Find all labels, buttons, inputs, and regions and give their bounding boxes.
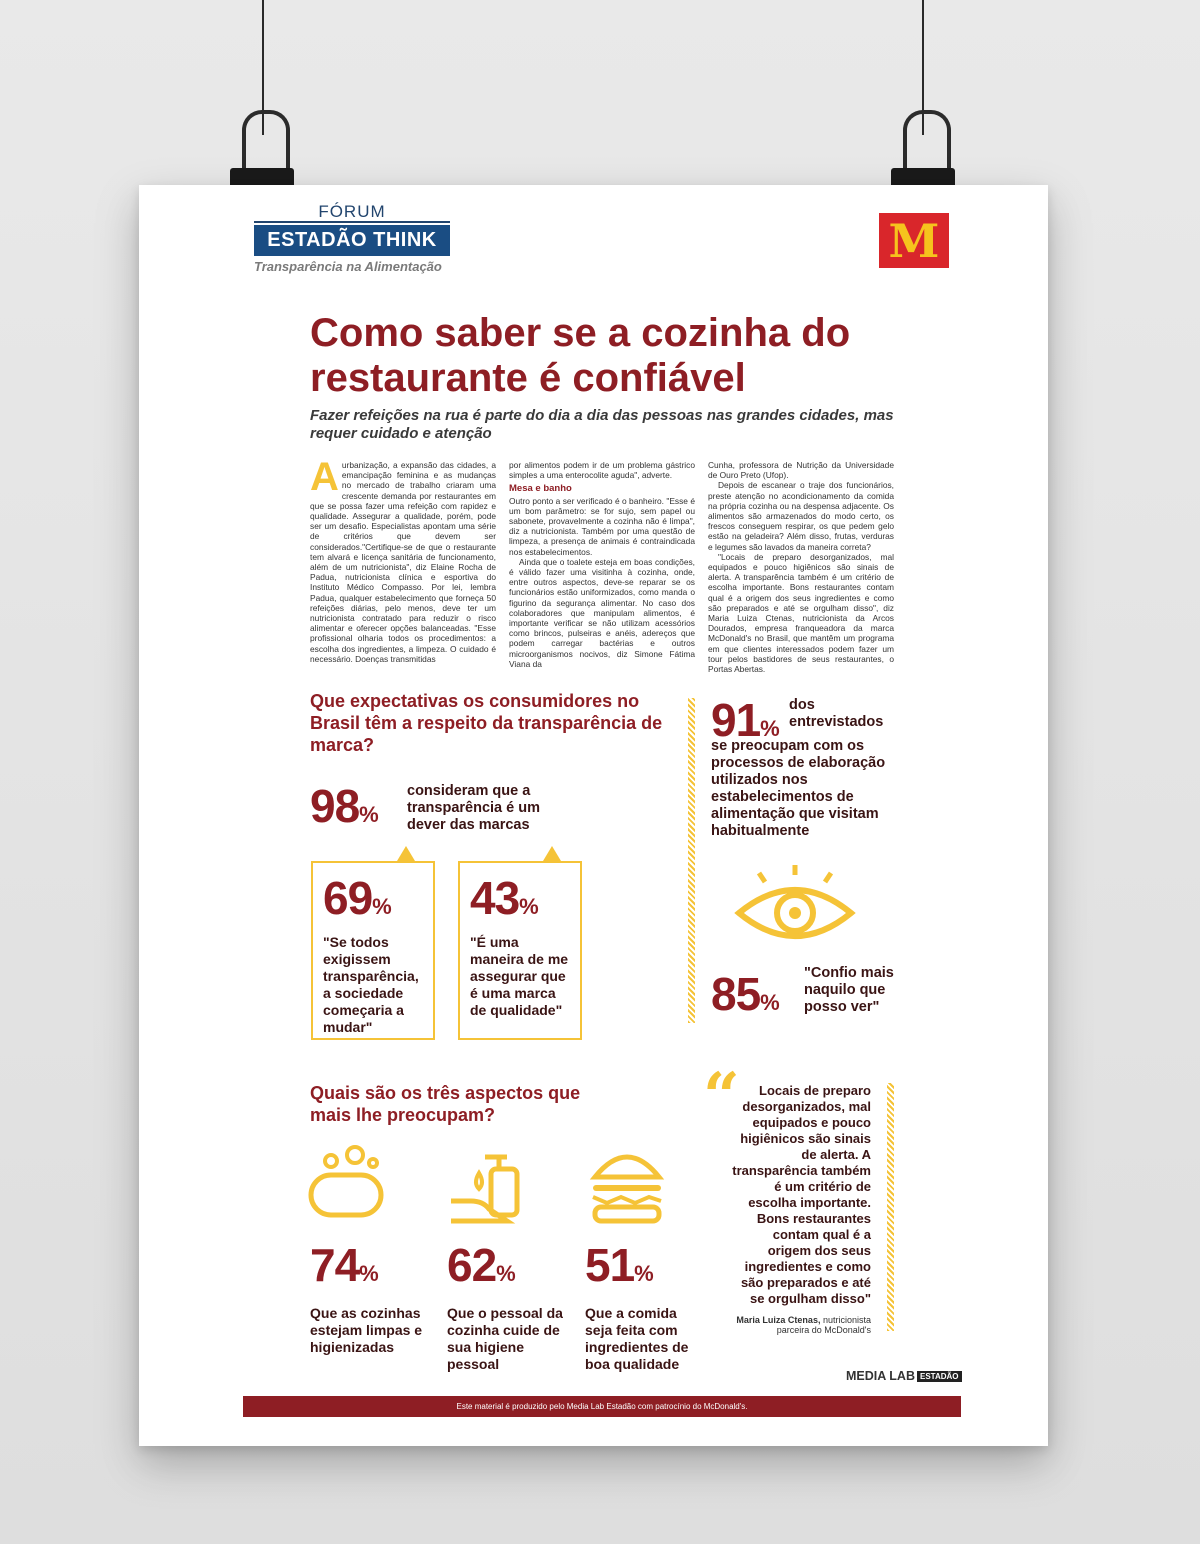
medialab-logo	[846, 1369, 962, 1383]
stat-69-unit: %	[372, 894, 391, 919]
soap-icon	[307, 1145, 387, 1225]
speech-pointer-69	[397, 846, 415, 861]
stat-69-text: "Se todos exigissem transparência, a sociedade começaria a mudar"	[323, 934, 419, 1035]
estadao-badge: ESTADÃO	[917, 1371, 962, 1382]
hand-sanitizer-icon	[449, 1143, 529, 1223]
eye-icon	[735, 873, 855, 943]
quote-author-role: nutricionista parceira do McDonald's	[776, 1315, 871, 1335]
column-2-text-b: Outro ponto a ser verificado é o banheiro. "Esse é um bom parâmetro: se for sujo, sem papel ou sabonete, provavelmente a cozinha não é limpa", diz a nutricionista. Também por uma questão de limpeza, a presença de animais é contraindicada nos estabelecimentos.	[509, 495, 695, 557]
quote-mark-icon: “	[703, 1059, 740, 1134]
quote-author: Maria Luiza Ctenas,	[736, 1315, 821, 1325]
footer-disclaimer: Este material é produzido pelo Media Lab Estadão com patrocínio do McDonald's.	[243, 1396, 961, 1417]
stat-85-unit: %	[760, 990, 779, 1015]
aspect-3	[585, 1239, 705, 1373]
page-subtitle: Fazer refeições na rua é parte do dia a dia das pessoas nas grandes cidades, mas requer cuidado e atenção	[310, 407, 894, 442]
page-title: Como saber se a cozinha do restaurante é confiável	[310, 311, 851, 400]
infographic-2-heading: Quais são os três aspectos que mais lhe preocupam?	[310, 1083, 581, 1125]
estadao-think-logo	[254, 203, 450, 274]
column-1-text: urbanização, a expansão das cidades, a emancipação feminina e as mudanças no mercado de trabalho criaram uma crescente demanda por restaurantes em que se possa fazer uma refeição com rapidez e qualidade. Assegurar a qualidade, porém, pode ser um desafio. Especialistas apontam uma série de critérios que devem ser considerados."Certifique-se de que o restaurante tem alvará e licença sanitária de funcionamento, além de um nutricionista", diz Elaine Rocha de Padua, nutricionista clínica e esportiva do Instituto Médico Compasso. Por lei, lembra Padua, qualquer estabelecimento que forneça 50 refeições diárias, pelo menos, deve ter um nutricionista contratado para reduzir o risco alimentar e oferecer opções balanceadas. "Esse profissional olharia todos os procedimentos: a escolha dos ingredientes, a limpeza. O cuidado é necessário. Doenças transmitidas	[310, 460, 496, 664]
poster	[139, 185, 1048, 1446]
aspect-2-text: Que o pessoal da cozinha cuide de sua higiene pessoal	[447, 1305, 563, 1372]
article-column-2	[509, 460, 695, 669]
stat-85-text: "Confio mais naquilo que posso ver"	[804, 965, 894, 1015]
stat-43-value: 43	[470, 872, 520, 924]
aspect-3-unit: %	[634, 1261, 653, 1286]
stat-91-unit: %	[760, 716, 779, 741]
stat-43-unit: %	[519, 894, 538, 919]
aspect-1-text: Que as cozinhas estejam limpas e higienizadas	[310, 1305, 423, 1355]
aspect-1-unit: %	[359, 1261, 378, 1286]
quote-attribution	[711, 1315, 871, 1335]
quote-text: Locais de preparo desorganizados, mal equipados e pouco higiênicos são sinais de alerta. A transparência também é um critério de escolha importante. Bons restaurantes contam qual é a origem dos seus ingredientes e como são preparados e até se orgulham disso"	[732, 1083, 871, 1306]
column-2-text-c: Ainda que o toalete esteja em boas condições, é válido fazer uma visitinha à cozinha, onde, entre outros aspectos, deve-se reparar se os funcionários estão uniformizados, como manda o figurino da segurança alimentar. No caso dos colaboradores que manipulam alimentos, é importante verificar se não utilizam acessórios como brincos, pulseiras e anéis, adereços que podem carregar bactérias e outros microorganismos nocivos, diz Simone Fátima Viana da	[509, 556, 695, 669]
article-column-1	[310, 455, 496, 664]
stat-98-text: consideram que a transparência é um dever das marcas	[407, 783, 540, 833]
stat-91-text-b: se preocupam com os processos de elaboração utilizados nos estabelecimentos de alimentação que visitam habitualmente	[711, 738, 886, 839]
column-3-text-b: Depois de escanear o traje dos funcionários, preste atenção no acondicionamento da comida na própria cozinha ou na despensa adjacente. Os alimentos são armazenados do modo certo, os frescos conseguem respirar, os que pedem gelo estão na geladeira? Além disso, frutas, verduras e legumes são lavados da maneira correta?	[708, 480, 894, 552]
medialab-label: MEDIA LAB	[846, 1369, 915, 1383]
stat-85	[711, 965, 931, 1026]
stat-98-value: 98	[310, 780, 360, 832]
mcdonalds-arches-icon: M	[888, 213, 940, 268]
stat-69-card	[311, 861, 435, 1040]
column-3-text-c: "Locais de preparo desorganizados, mal equipados e pouco higiênicos são sinais de alerta. A transparência também é um critério de escolha importante. Bons restaurantes contam qual é a origem dos seus ingredientes e como são preparados e até se orgulham disso", diz Maria Luiza Ctenas, nutricionista da Arcos Dourados, empresa franqueadora da marca McDonald's no Brasil, que mantêm um programa em que clientes interessados podem fazer um tour pelos bastidores de seus restaurantes, o Portas Abertas.	[708, 551, 894, 675]
divider-stripe-2	[887, 1083, 894, 1331]
burger-icon	[587, 1145, 667, 1225]
aspect-3-text: Que a comida seja feita com ingredientes de boa qualidade	[585, 1305, 689, 1372]
stat-43-text: "É uma maneira de me assegurar que é uma marca de qualidade"	[470, 934, 569, 1018]
aspect-2-unit: %	[496, 1261, 515, 1286]
dropcap: A	[310, 455, 339, 499]
stat-85-value: 85	[711, 968, 761, 1020]
aspect-2	[447, 1239, 567, 1373]
aspect-3-value: 51	[585, 1239, 635, 1291]
stat-43-card	[458, 861, 582, 1040]
speech-pointer-43	[543, 846, 561, 861]
forum-label: FÓRUM	[254, 203, 450, 223]
stat-91-text-a: dos entrevistados	[789, 697, 884, 730]
stat-69-value: 69	[323, 872, 373, 924]
stat-91-value: 91	[711, 694, 761, 746]
aspect-1	[310, 1239, 430, 1356]
section-subheading: Mesa e banho	[509, 483, 572, 495]
tagline: Transparência na Alimentação	[254, 259, 442, 274]
column-2-text-a: por alimentos podem ir de um problema gástrico simples a uma enterocolite aguda", adverte.	[509, 460, 695, 481]
stat-91	[711, 694, 911, 840]
column-3-text-a: Cunha, professora de Nutrição da Universidade de Ouro Preto (Ufop).	[708, 460, 894, 481]
infographic-1-heading: Que expectativas os consumidores no Brasil têm a respeito da transparência de marca?	[310, 691, 663, 755]
divider-stripe-1	[688, 698, 695, 1023]
brand-label: ESTADÃO THINK	[254, 225, 450, 256]
stat-98-unit: %	[359, 802, 378, 827]
aspect-1-value: 74	[310, 1239, 360, 1291]
mcdonalds-logo	[879, 213, 949, 268]
aspect-2-value: 62	[447, 1239, 497, 1291]
article-column-3	[708, 460, 894, 674]
stat-98	[310, 780, 600, 838]
